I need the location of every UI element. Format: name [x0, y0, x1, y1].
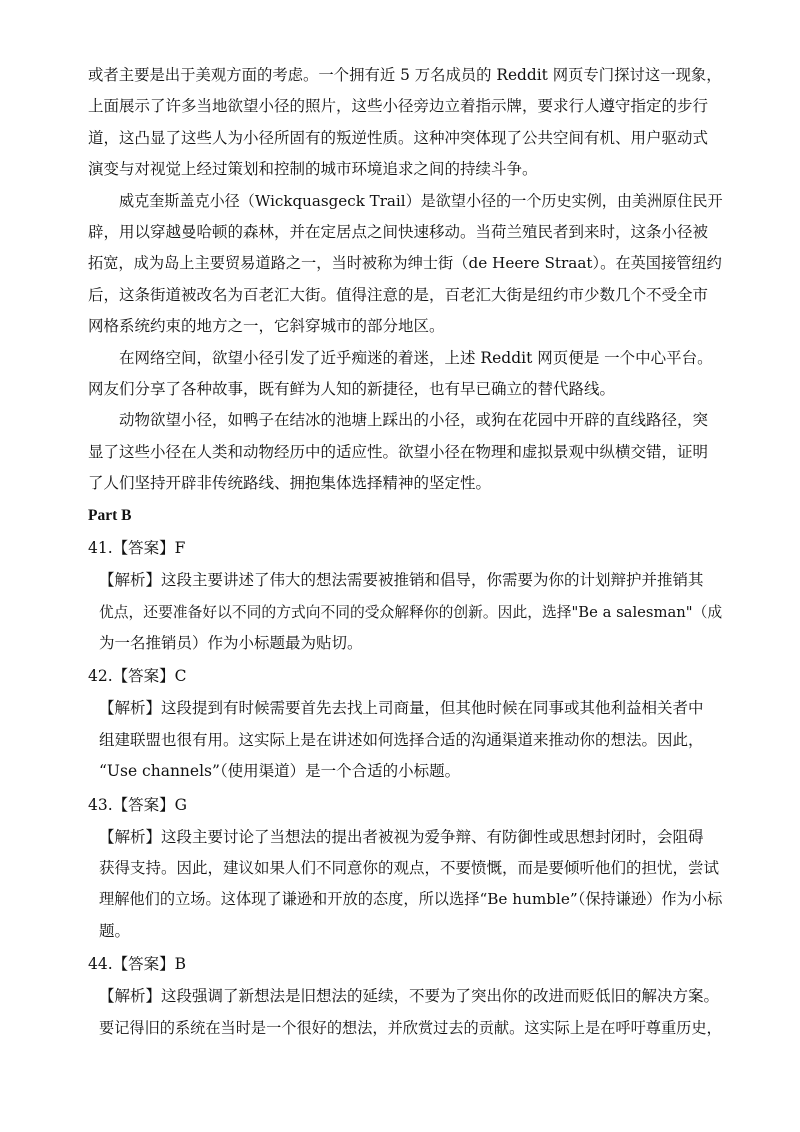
text-line: 理解他们的立场。这体现了谦逊和开放的态度，所以选择“Be humble”（保持谦逊）作为小标	[99, 890, 723, 909]
answer-line: 44.【答案】B	[88, 955, 187, 974]
text-line: 网格系统约束的地方之一，它斜穿城市的部分地区。	[88, 317, 445, 336]
text-line: 演变与对视觉上经过策划和控制的城市环境追求之间的持续斗争。	[88, 160, 538, 179]
text-line: 【解析】这段提到有时候需要首先去找上司商量，但其他时候在同事或其他利益相关者中	[99, 699, 704, 718]
answer-line: 41.【答案】F	[88, 539, 186, 558]
text-line: 后，这条街道被改名为百老汇大街。值得注意的是，百老汇大街是纽约市少数几个不受全市	[88, 285, 709, 304]
text-line: 优点，还要准备好以不同的方式向不同的受众解释你的创新。因此，选择"Be a salesman"（成	[99, 603, 723, 621]
passage-paragraph	[88, 186, 722, 343]
text-line: 为一名推销员）作为小标题最为贴切。	[99, 633, 363, 652]
analysis-text	[88, 565, 722, 659]
text-line: 网友们分享了各种故事，既有鲜为人知的新捷径，也有早已确立的替代路线。	[88, 380, 616, 399]
passage-paragraph	[88, 405, 722, 499]
part-heading: Part B	[88, 506, 132, 524]
text-line: “Use channels”（使用渠道）是一个合适的小标题。	[99, 762, 461, 781]
text-line: 获得支持。因此，建议如果人们不同意你的观点，不要愤慨，而是要倾听他们的担忧，尝试	[99, 858, 720, 877]
text-line: 【解析】这段主要讲述了伟大的想法需要被推销和倡导，你需要为你的计划辩护并推销其	[99, 571, 704, 590]
text-line: 题。	[99, 921, 131, 940]
answer-item-41	[88, 531, 722, 659]
text-line: 道，这凸显了这些人为小径所固有的叛逆性质。这种冲突体现了公共空间有机、用户驱动式	[88, 128, 709, 147]
answer-line: 43.【答案】G	[88, 795, 188, 814]
text-line: 在网络空间，欲望小径引发了近乎痴迷的着迷，上述 Reddit 网页便是 一个中心平台。	[119, 348, 713, 367]
answer-item-44	[88, 947, 722, 1044]
text-line: 了人们坚持开辟非传统路线、拥抱集体选择精神的坚定性。	[88, 474, 492, 493]
text-line: 要记得旧的系统在当时是一个很好的想法，并欣赏过去的贡献。这实际上是在呼吁尊重历史，	[99, 1018, 722, 1037]
analysis-text	[88, 981, 722, 1044]
answer-line: 42.【答案】C	[88, 667, 187, 686]
analysis-text	[88, 822, 722, 948]
answer-item-43	[88, 788, 722, 948]
passage-paragraph	[88, 60, 722, 186]
text-line: 【解析】这段主要讨论了当想法的提出者被视为爱争辩、有防御性或思想封闭时，会阻碍	[99, 827, 704, 846]
text-line: 拓宽，成为岛上主要贸易道路之一，当时被称为绅士街（de Heere Straat）。在英国接管纽约	[88, 254, 722, 273]
passage-translation	[88, 60, 722, 500]
answer-item-42	[88, 659, 722, 787]
text-line: 动物欲望小径，如鸭子在结冰的池塘上踩出的小径，或狗在花园中开辟的直线路径，突	[119, 411, 709, 430]
text-line: 组建联盟也很有用。这实际上是在讲述如何选择合适的沟通渠道来推动你的想法。因此，	[99, 730, 704, 749]
analysis-text	[88, 693, 722, 787]
passage-paragraph	[88, 343, 722, 406]
text-line: 上面展示了许多当地欲望小径的照片，这些小径旁边立着指示牌，要求行人遵守指定的步行	[88, 97, 709, 116]
text-line: 显了这些小径在人类和动物经历中的适应性。欲望小径在物理和虚拟景观中纵横交错，证明	[88, 442, 709, 461]
text-line: 威克奎斯盖克小径（Wickquasgeck Trail）是欲望小径的一个历史实例，由美洲原住民开	[119, 191, 723, 210]
text-line: 【解析】这段强调了新想法是旧想法的延续，不要为了突出你的改进而贬低旧的解决方案。	[99, 987, 720, 1006]
text-line: 辟，用以穿越曼哈顿的森林，并在定居点之间快速移动。当荷兰殖民者到来时，这条小径被	[88, 223, 709, 242]
text-line: 或者主要是出于美观方面的考虑。一个拥有近 5 万名成员的 Reddit 网页专门探讨这一现象，	[88, 66, 722, 84]
